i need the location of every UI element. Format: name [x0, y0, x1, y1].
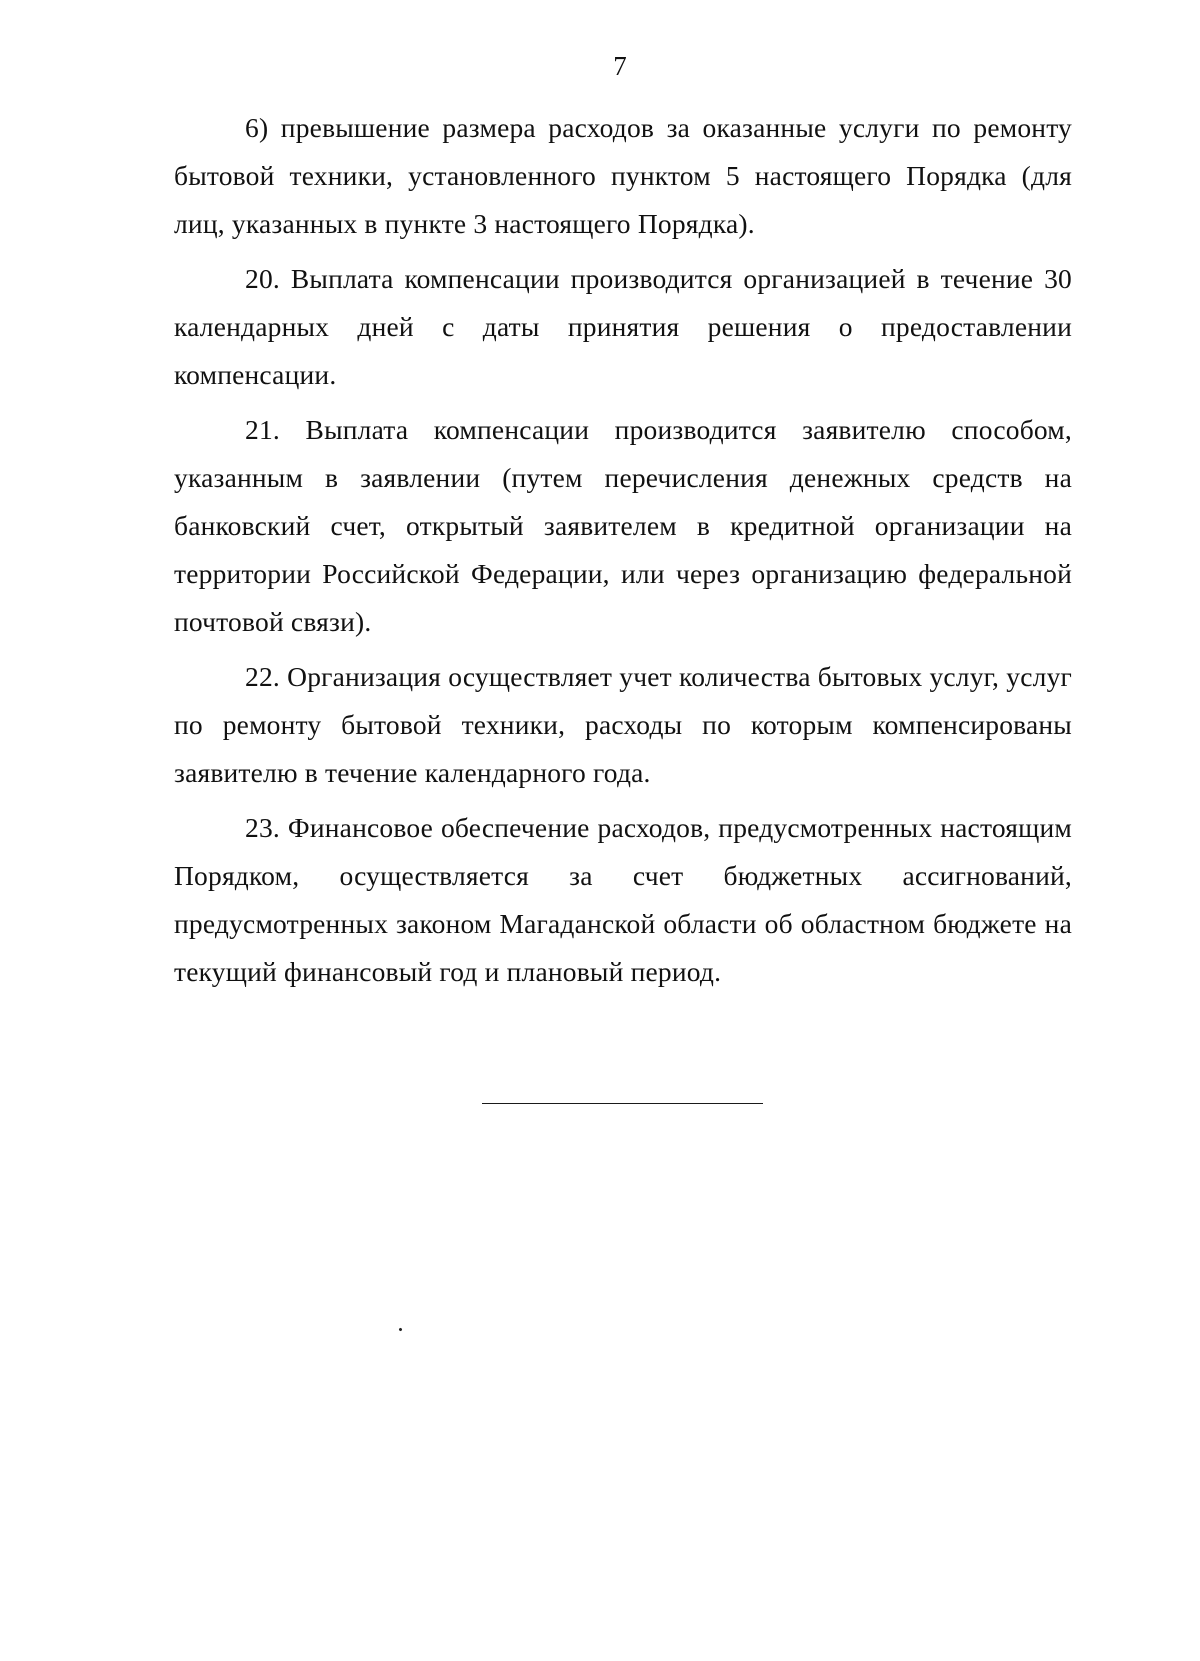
document-body [174, 104, 1072, 1003]
end-divider-line [482, 1103, 763, 1104]
paragraph-21: 21. Выплата компенсации производится заявителю способом, указанным в заявлении (путем перечисления денежных средств на банковский счет, открытый заявителем в кредитной организации на территории Российской Федерации, или через организацию федеральной почтовой связи). [174, 414, 1072, 637]
paragraph-20: 20. Выплата компенсации производится организацией в течение 30 календарных дней с даты принятия решения о предоставлении компенсации. [174, 263, 1072, 390]
scan-speck [398, 1327, 402, 1331]
paragraph-22: 22. Организация осуществляет учет количества бытовых услуг, услуг по ремонту бытовой техники, расходы по которым компенсированы заявителю в течение календарного года. [174, 661, 1072, 788]
paragraph-23: 23. Финансовое обеспечение расходов, предусмотренных настоящим Порядком, осуществляется за счет бюджетных ассигнований, предусмотренных законом Магаданской области об областном бюджете на текущий финансовый год и плановый период. [174, 812, 1072, 987]
paragraph-item-6: 6) превышение размера расходов за оказанные услуги по ремонту бытовой техники, установленного пунктом 5 настоящего Порядка (для лиц, указанных в пункте 3 настоящего Порядка). [174, 112, 1072, 239]
page-number: 7 [613, 51, 627, 81]
